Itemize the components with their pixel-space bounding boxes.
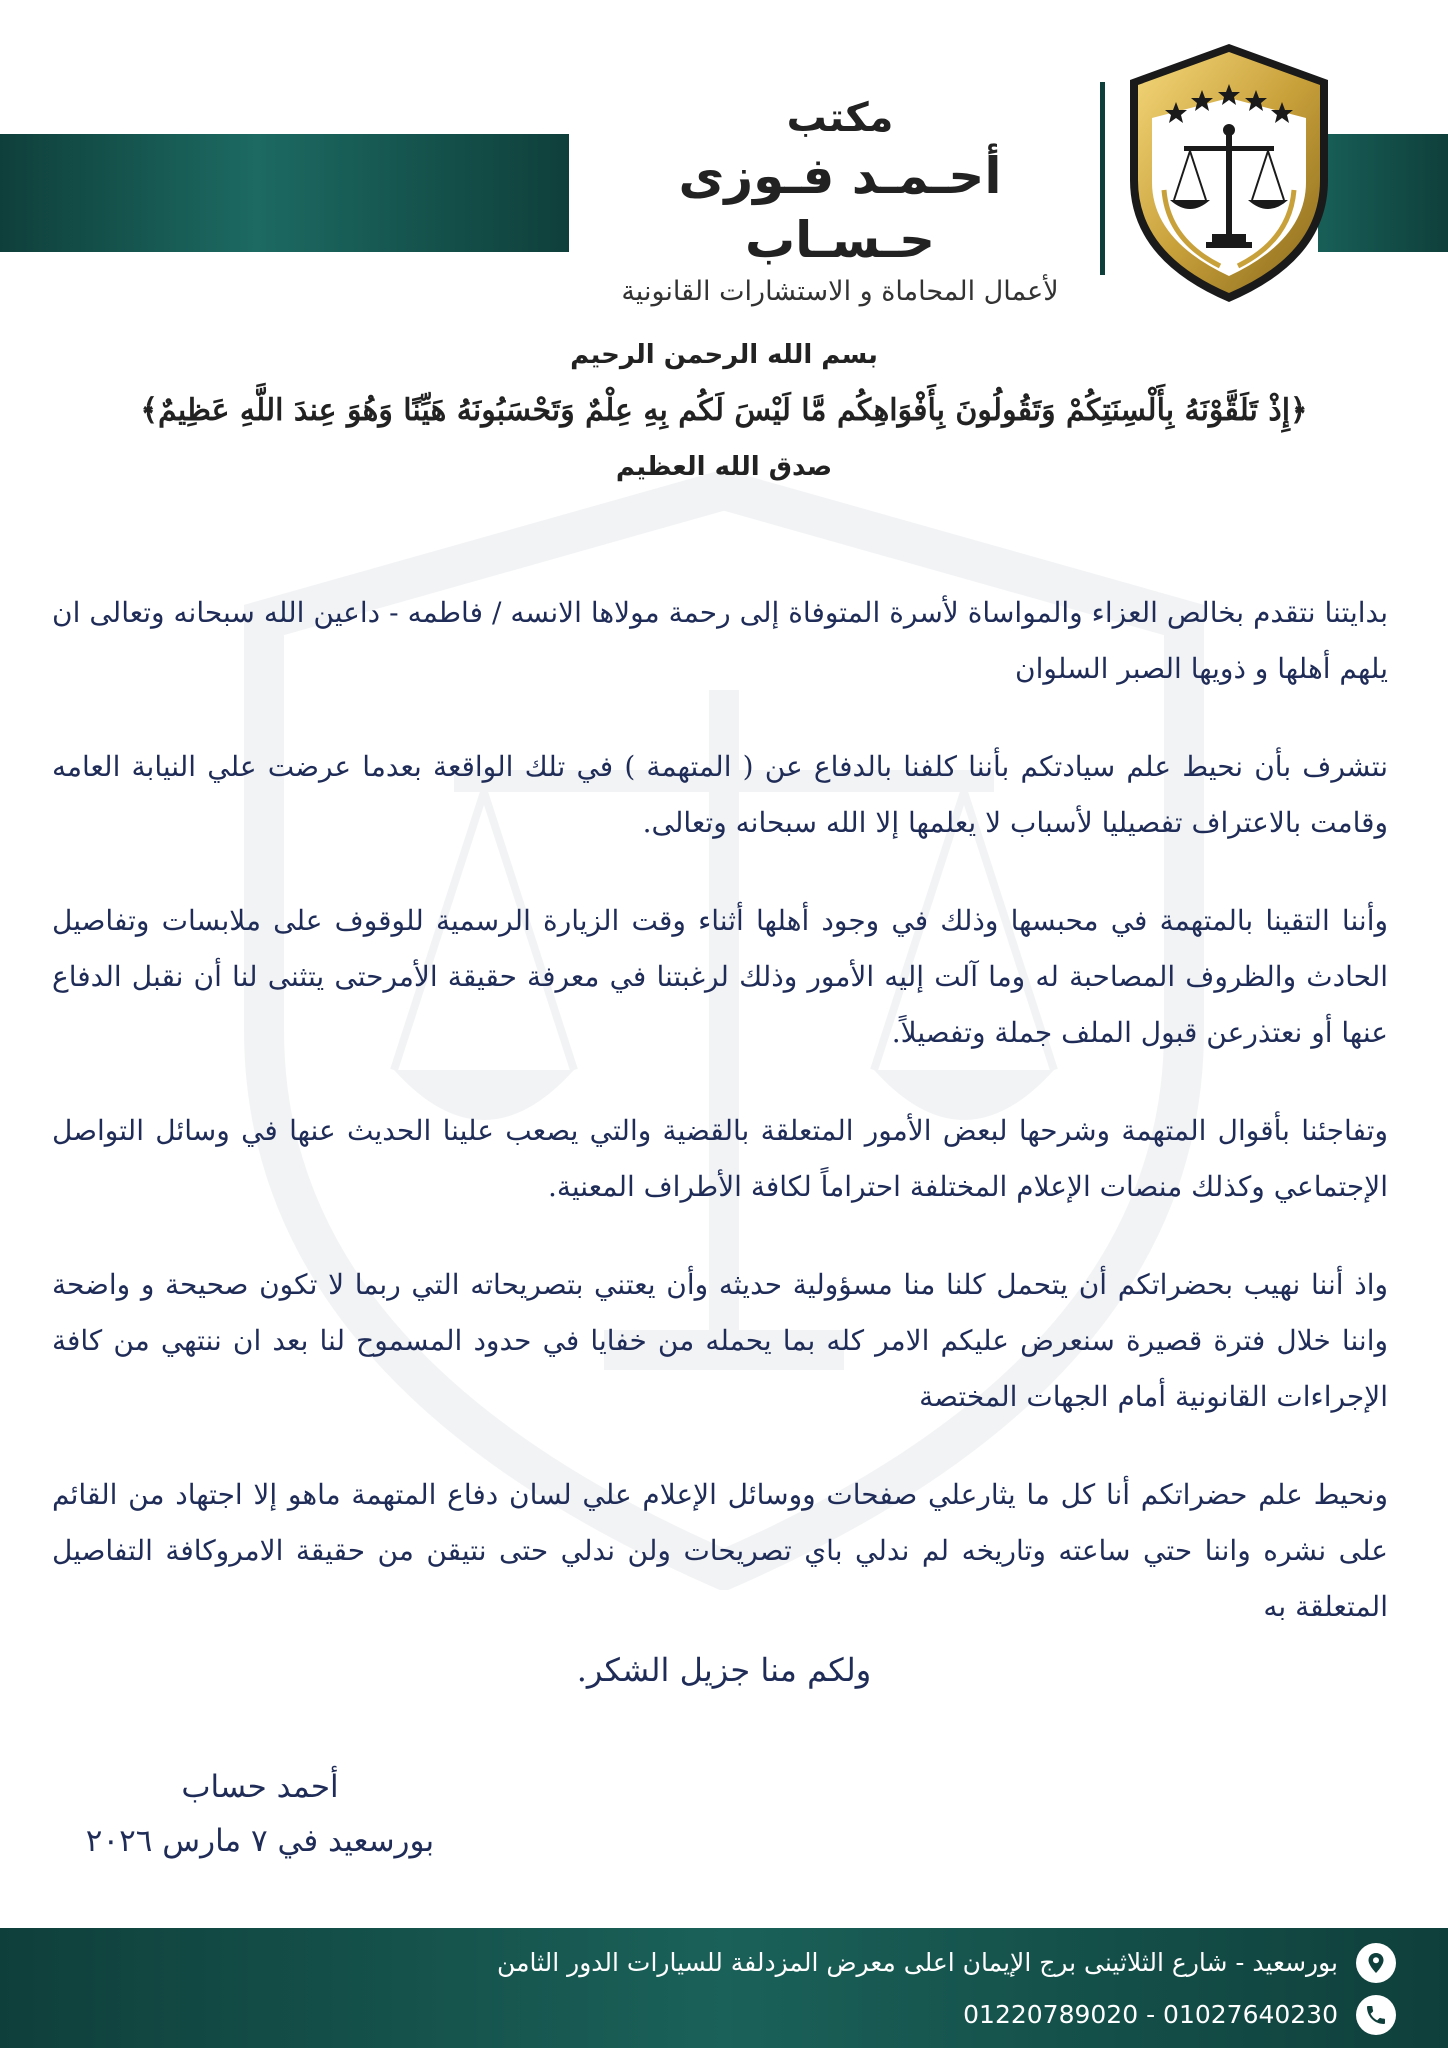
office-title-block — [600, 92, 1080, 312]
office-label: مكتب — [786, 95, 894, 141]
signature-name: أحمد حساب — [181, 1769, 339, 1805]
paragraph-defense-assignment: نتشرف بأن نحيط علم سيادتكم بأننا كلفنا بالدفاع عن ( المتهمة ) في تلك الواقعة بعدما عرضت علي النيابة العامه وقامت بالاعتراف تفصيليا لأسباب لا يعلمها إلا الله سبحانه وتعالى. — [52, 750, 1388, 839]
thanks-line: ولكم منا جزيل الشكر. — [576, 1651, 872, 1689]
footer-phone-row — [963, 1992, 1396, 2038]
header-band-right — [1318, 134, 1448, 252]
footer — [0, 1928, 1448, 2048]
paragraph-media: ونحيط علم حضراتكم أنا كل ما يثارعلي صفحات ووسائل الإعلام علي لسان دفاع المتهمة ماهو إلا اجتهاد من القائم على نشره واننا حتي ساعته وتاريخه لم ندلي باي تصريحات ولن ندلي حتى نتيقن من حقيقة الامروكافة التفاصيل المتعلقة به — [52, 1478, 1388, 1623]
location-pin-icon — [1356, 1943, 1396, 1983]
footer-address-row — [497, 1940, 1396, 1986]
header-divider — [1100, 82, 1105, 275]
footer-address: بورسعيد - شارع الثلاثينى برج الإيمان اعلى معرض المزدلفة للسيارات الدور الثامن — [497, 1948, 1338, 1977]
quran-verse: ﴿إِذْ تَلَقَّوْنَهُ بِأَلْسِنَتِكُمْ وَتَقُولُونَ بِأَفْوَاهِكُم مَّا لَيْسَ لَكُم بِهِ عِلْمٌ وَتَحْسَبُونَهُ هَيِّنًا وَهُوَ عِندَ اللَّهِ عَظِيمٌ﴾ — [140, 393, 1308, 428]
header-band-left — [0, 134, 569, 252]
signature-place-date: بورسعيد في ٧ مارس ٢٠٢٦ — [85, 1823, 435, 1859]
opening-block — [140, 330, 1308, 492]
paragraph-statements: وتفاجئنا بأقوال المتهمة وشرحها لبعض الأمور المتعلقة بالقضية والتي يصعب علينا الحديث عنها في وسائل التواصل الإجتماعي وكذلك منصات الإعلام المختلفة احتراماً لكافة الأطراف المعنية. — [52, 1114, 1388, 1203]
paragraph-responsibility: واذ أننا نهيب بحضراتكم أن يتحمل كلنا منا مسؤولية حديثه وأن يعتني بتصريحاته التي ربما لا تكون صحيحة و واضحة واننا خلال فترة قصيرة سنعرض عليكم الامر كله بما يحمله من خفايا في حدود المسموح لنا بعد ان ننتهي من كافة الإجراءات القانونية أمام الجهات المختصة — [52, 1268, 1388, 1413]
office-name: أحـمـد فـوزى حـسـاب — [678, 147, 1002, 269]
sadaq-line: صدق الله العظيم — [615, 452, 833, 482]
basmala: بسم الله الرحمن الرحيم — [570, 340, 878, 370]
signature-block — [70, 1760, 450, 1868]
office-subtitle: لأعمال المحاماة و الاستشارات القانونية — [621, 276, 1059, 307]
phone-icon — [1356, 1995, 1396, 2035]
scales-of-justice-shield-icon — [1124, 40, 1334, 305]
footer-phones: 01220789020 - 01027640230 — [963, 2000, 1338, 2029]
letter-body — [52, 585, 1388, 1677]
paragraph-meeting: وأننا التقينا بالمتهمة في محبسها وذلك في وجود أهلها أثناء وقت الزيارة الرسمية للوقوف على ملابسات وتفاصيل الحادث والظروف المصاحبة له وما آلت إليه الأمور وذلك لرغبتنا في معرفة حقيقة الأمرحتى يتثنى لنا أن نقبل الدفاع عنها أو نعتذرعن قبول الملف جملة وتفصيلاً. — [52, 904, 1388, 1049]
paragraph-condolence: بدايتنا نتقدم بخالص العزاء والمواساة لأسرة المتوفاة إلى رحمة مولاها الانسه / فاطمه - داعين الله سبحانه وتعالى ان يلهم أهلها و ذويها الصبر السلوان — [52, 596, 1389, 685]
